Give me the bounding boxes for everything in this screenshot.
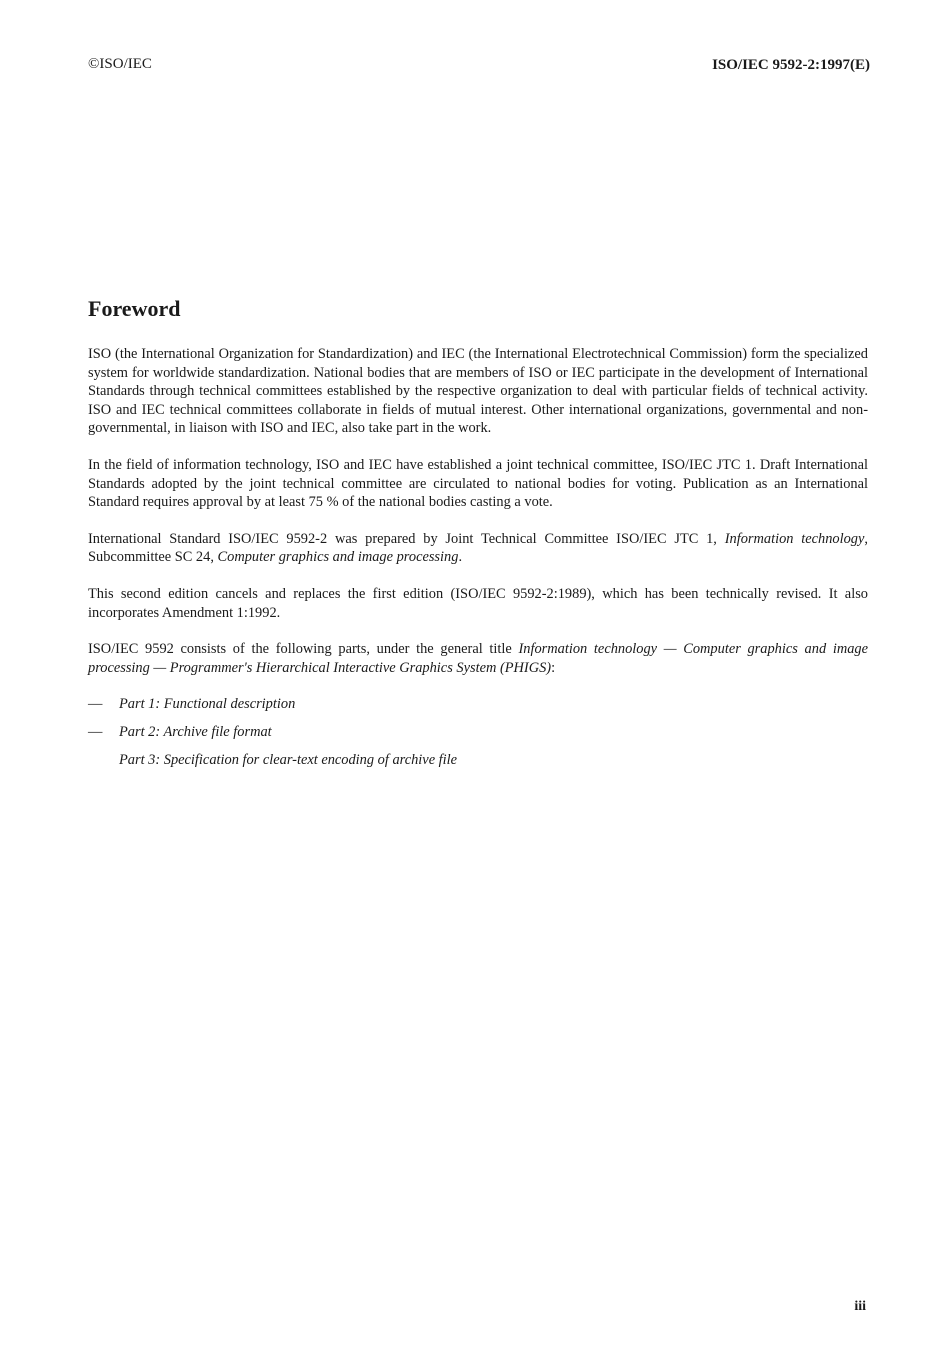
page-number: iii [854, 1299, 866, 1314]
parts-intro-general-title: Information technology — Computer graphics and image processing — Programmer's Hierarchical Interactive Graphics System (PHIGS) [88, 641, 868, 676]
prepared-by-text-2: , Subcommittee SC 24, [88, 530, 868, 566]
paragraph-second-edition: This second edition cancels and replaces the first edition (ISO/IEC 9592-2:1989), which has been technically revised. It also incorporates Amendment 1:1992. [88, 585, 868, 621]
foreword-body [88, 345, 868, 778]
parts-intro-text-1: ISO/IEC 9592 consists of the following parts, under the general title [88, 641, 519, 658]
part-label: Part 1: Functional description [119, 696, 296, 713]
prepared-by-text-3: . [458, 549, 463, 566]
parts-list [88, 695, 868, 769]
header-copyright: ©ISO/IEC [88, 56, 152, 72]
parts-intro-text-2: : [551, 659, 556, 676]
paragraph-iso-iec-overview: ISO (the International Organization for Standardization) and IEC (the International Electrotechnical Commission) form the specialized system for worldwide standardization. National bodies that are members of ISO or IEC participate in the development of International Standards through technical committees established by the respective organization to deal with particular fields of technical activity. ISO and IEC technical committees collaborate in fields of mutual interest. Other international organizations, governmental and non-governmental, in liaison with ISO and IEC, also take part in the work. [88, 346, 868, 437]
page-title: Foreword [88, 296, 181, 321]
paragraph-parts-intro [88, 640, 868, 677]
header-document-id: ISO/IEC 9592-2:1997(E) [712, 57, 870, 73]
dash-bullet: — [88, 696, 103, 713]
paragraph-prepared-by [88, 530, 868, 567]
list-item [88, 723, 868, 742]
list-item [88, 751, 868, 770]
prepared-by-italic-1: Information technology [724, 530, 865, 547]
paragraph-joint-technical-committee: In the field of information technology, ISO and IEC have established a joint technical committee, ISO/IEC JTC 1. Draft International Standards adopted by the joint technical committee are circulated to national bodies for voting. Publication as an International Standard requires approval by at least 75 % of the national bodies casting a vote. [88, 456, 868, 511]
list-item [88, 695, 868, 714]
part-label: Part 3: Specification for clear-text encoding of archive file [119, 751, 458, 768]
prepared-by-text-1: International Standard ISO/IEC 9592-2 was prepared by Joint Technical Committee ISO/IEC JTC 1, [88, 530, 725, 547]
prepared-by-italic-2: Computer graphics and image processing [217, 549, 459, 566]
part-label: Part 2: Archive file format [119, 723, 272, 740]
dash-bullet: — [88, 723, 103, 740]
